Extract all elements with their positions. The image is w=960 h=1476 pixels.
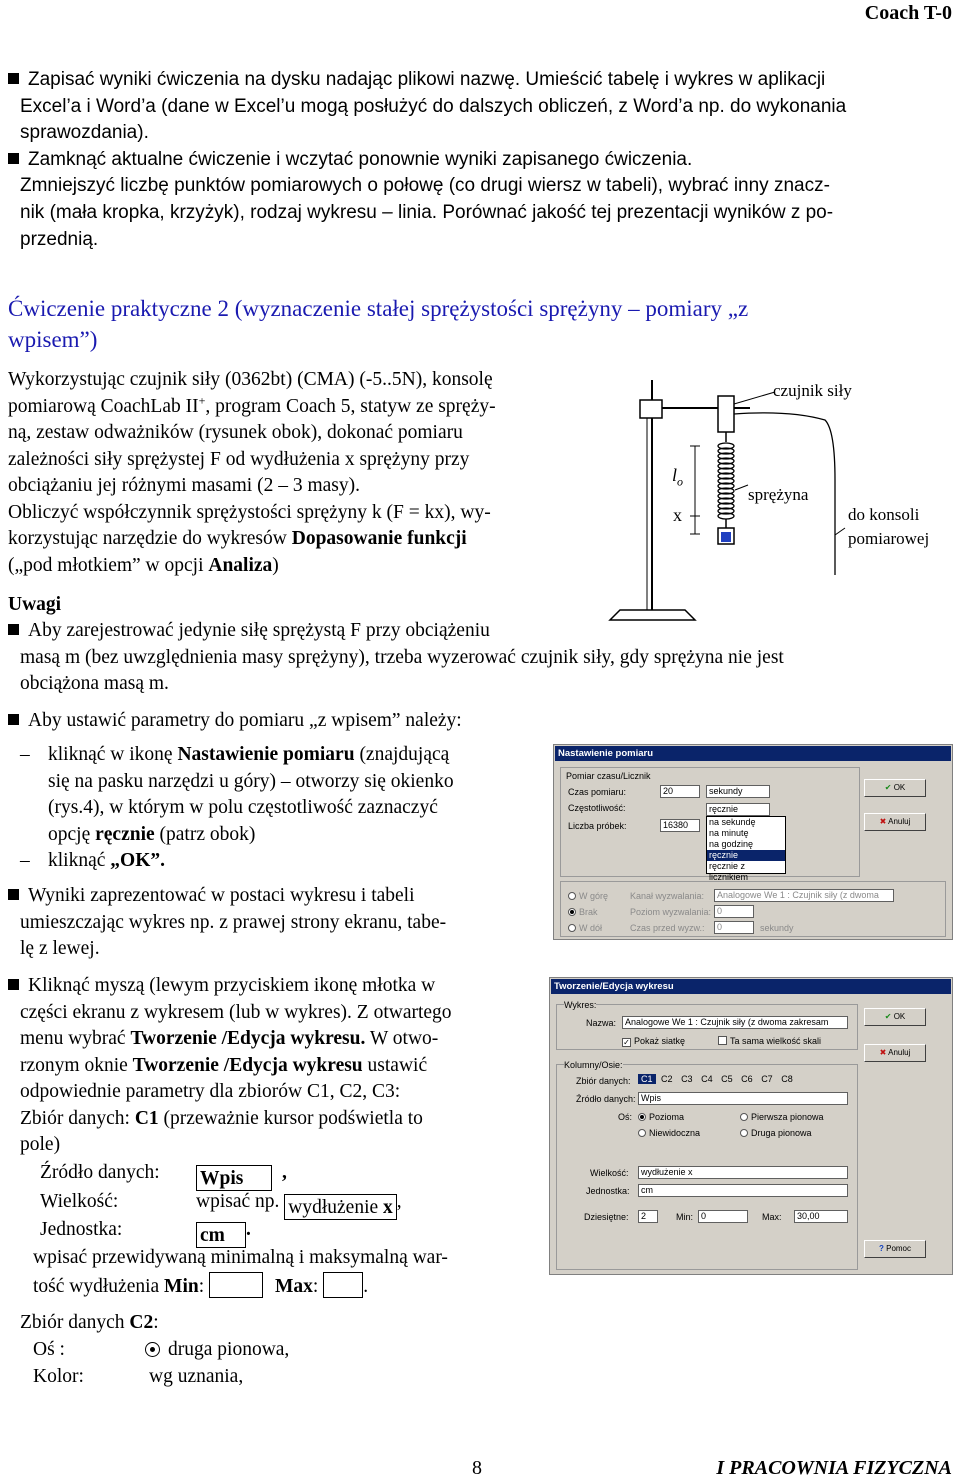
freq-label: Częstotliwość: <box>568 803 626 813</box>
radio-up[interactable]: W górę <box>568 891 608 902</box>
min-label: Min: <box>676 1212 694 1222</box>
decimals-input[interactable]: 2 <box>638 1210 658 1223</box>
time-input[interactable]: 20 <box>660 785 700 798</box>
samples-label: Liczba próbek: <box>568 821 627 831</box>
unit-label: Jednostka: <box>586 1186 630 1196</box>
radio-selected-icon <box>145 1342 160 1357</box>
unit-input[interactable]: cm <box>638 1184 848 1197</box>
row-unit: Jednostka: cm . <box>40 1219 251 1246</box>
freq-option[interactable]: na sekundę <box>709 817 756 827</box>
timing-group-label: Pomiar czasu/Licznik <box>566 771 651 781</box>
level-input[interactable]: 0 <box>714 905 754 918</box>
bullet-icon <box>8 714 19 725</box>
radio-none[interactable]: Brak <box>568 907 598 918</box>
intro-line: Obliczyć współczynnik sprężystości sprężyny k (F = kx), wy- <box>8 501 491 523</box>
max-input[interactable]: 30,00 <box>794 1210 848 1223</box>
intro-line: korzystując narzędzie do wykresów Dopasowanie funkcji <box>8 528 467 549</box>
quantity-label: Wielkość: <box>590 1168 629 1178</box>
freq-option[interactable]: ręcznie z licznikiem <box>709 861 749 882</box>
chart-name-input[interactable]: Analogowe We 1 : Czujnik siły (z dwoma zakresam <box>622 1016 848 1029</box>
stand-clamp <box>640 400 662 418</box>
label-force-sensor: czujnik siły <box>773 381 852 400</box>
source-label: Źródło danych: <box>576 1094 636 1104</box>
max-box <box>323 1272 363 1298</box>
top-bullets <box>8 67 956 253</box>
set-tab[interactable]: C6 <box>741 1074 753 1084</box>
page-header-title: Coach T-0 <box>864 2 952 24</box>
text: Zapisać wyniki ćwiczenia na dysku nadając plikowi nazwę. Umieścić tabelę i wykres w aplikacji <box>28 69 826 90</box>
intro-paragraph <box>8 367 593 579</box>
footer-title: I PRACOWNIA FIZYCZNA <box>716 1457 952 1476</box>
bullet-icon <box>8 73 19 84</box>
samples-input[interactable]: 16380 <box>660 819 700 832</box>
level-label: Poziom wyzwalania: <box>630 907 712 917</box>
freq-option[interactable]: na minutę <box>709 828 749 838</box>
section-heading-line2: wpisem”) <box>8 327 98 352</box>
section-heading <box>8 293 958 355</box>
freq-dropdown[interactable] <box>706 816 786 882</box>
section-heading-line1: Ćwiczenie praktyczne 2 (wyznaczenie stałej sprężystości sprężyny – pomiary „z <box>8 296 749 321</box>
bullet-icon <box>8 979 19 990</box>
intro-line: zależności siły sprężystej F od wydłużenia x sprężyny przy <box>8 448 470 470</box>
note-results: Wyniki zaprezentować w postaci wykresu i tabeli umieszczając wykres np. z prawej strony ekranu, tabe- lę z lewej. <box>8 883 532 963</box>
weight-fill <box>721 532 731 542</box>
set-tabs <box>638 1074 796 1085</box>
source-select[interactable]: Wpis <box>638 1092 848 1105</box>
set-tab[interactable]: C8 <box>781 1074 793 1084</box>
max-label: Max: <box>762 1212 782 1222</box>
set-tab[interactable]: C1 <box>638 1074 656 1084</box>
bullet-save-line3: sprawozdania). <box>20 122 149 144</box>
set-tab[interactable]: C7 <box>761 1074 773 1084</box>
time-unit-select[interactable]: sekundy <box>706 785 770 798</box>
row-c2-axis: Oś : druga pionowa, <box>33 1339 290 1360</box>
axis-second-vertical-radio[interactable]: Druga pionowa <box>740 1128 812 1139</box>
time-label: Czas pomiaru: <box>568 787 627 797</box>
spring <box>718 443 734 519</box>
bullet-save-line2: Excel’a i Word’a (dane w Excel’u mogą posłużyć do dalszych obliczeń, z Word’a np. do wykonania <box>20 95 847 117</box>
bullet-save <box>8 67 956 94</box>
axis-first-vertical-radio[interactable]: Pierwsza pionowa <box>740 1112 824 1123</box>
freq-select[interactable]: ręcznie <box>706 803 770 816</box>
row-range: wpisać przewidywaną minimalną i maksymalną war- tość wydłużenia Min: Max: . <box>33 1247 448 1297</box>
same-scale-checkbox[interactable]: Ta sama wielkość skali <box>718 1036 821 1047</box>
min-box <box>209 1272 263 1298</box>
min-input[interactable]: 0 <box>698 1210 748 1223</box>
unit-value-box: cm <box>196 1222 246 1248</box>
decimals-label: Dziesiętne: <box>584 1212 629 1222</box>
label-console: do konsoli pomiarowej <box>848 505 930 548</box>
close-icon: ✖ <box>879 1048 887 1057</box>
cancel-button[interactable]: ✖ Anuluj <box>864 1044 926 1062</box>
channel-select[interactable]: Analogowe We 1 : Czujnik siły (z dwoma <box>714 889 894 902</box>
show-grid-checkbox[interactable]: ✓ Pokaż siatkę <box>623 1036 686 1047</box>
freq-option-selected[interactable]: ręcznie <box>707 850 785 861</box>
chart-edit-dialog <box>549 977 953 1275</box>
bullet-reduce: Zmniejszyć liczbę punktów pomiarowych o połowę (co drugi wiersz w tabeli), wybrać inny znacz- <box>20 175 830 197</box>
bullet-icon <box>8 889 19 900</box>
columns-group-label: Kolumny/Osie: <box>564 1060 623 1070</box>
help-icon: ? <box>878 1244 884 1253</box>
check-icon: ✔ <box>884 783 892 792</box>
label-x: x <box>673 505 682 525</box>
set-tab[interactable]: C4 <box>701 1074 713 1084</box>
quantity-value-box: wydłużenie x <box>284 1194 397 1220</box>
axis-horizontal-radio[interactable]: Pozioma <box>638 1112 684 1123</box>
cancel-button[interactable]: ✖ Anuluj <box>864 813 926 831</box>
before-unit: sekundy <box>760 923 794 933</box>
set-tab[interactable]: C2 <box>661 1074 673 1084</box>
measurement-settings-dialog <box>553 744 953 940</box>
intro-line: („pod młotkiem” w opcji Analiza) <box>8 554 279 576</box>
bullet-reduce-line2: nik (mała kropka, krzyżyk), rodzaj wykresu – linia. Porównać jakość tej prezentacji wyników z po- <box>20 201 834 223</box>
dialog-titlebar: Nastawienie pomiaru <box>555 746 951 761</box>
before-label: Czas przed wyzw.: <box>630 923 705 933</box>
set-label: Zbiór danych: <box>576 1076 631 1086</box>
intro-line: pomiarową CoachLab II+, program Coach 5, statyw ze spręży- <box>8 393 496 417</box>
intro-line: Wykorzystując czujnik siły (0362bt) (CMA) (-5..5N), konsolę <box>8 369 493 390</box>
note-zero-sensor: Aby zarejestrować jedynie siłę sprężystą F przy obciążeniu masą m (bez uwzględnienia masy sprężyny), trzeba wyzerować czujnik siły, gdy sprężyna nie jest obciążona masą m. <box>8 618 958 698</box>
note-chart-edit: Kliknąć myszą (lewym przyciskiem ikonę młotka w części ekranu z wykresem (lub w wykres). Z otwartego menu wybrać Tworzenie /Edycja wykresu. W otwo- rzonym oknie Tworzenie /Edycja wykresu ustawić odpowiednie parametry dla zbiorów C1, C2, C3: Zbiór danych: C1 (przeważnie kursor podświetla to pole) <box>8 973 532 1159</box>
axis-label: Oś: <box>618 1112 633 1122</box>
quantity-input[interactable]: wydłużenie x <box>638 1166 848 1179</box>
axis-none-radio[interactable]: Niewidoczna <box>638 1128 700 1139</box>
row-c2: Zbiór danych C2: <box>20 1312 159 1333</box>
page-number: 8 <box>472 1457 482 1476</box>
close-icon: ✖ <box>879 817 887 826</box>
note-setup: Aby ustawić parametry do pomiaru „z wpisem” należy: <box>8 708 568 735</box>
bullet-icon <box>8 153 19 164</box>
intro-line: obciążaniu jej różnymi masami (2 – 3 masy). <box>8 475 360 496</box>
radio-down[interactable]: W dół <box>568 923 602 934</box>
ok-button[interactable]: ✔ OK <box>864 779 926 797</box>
label-l0: $l_o$ <box>672 465 684 489</box>
row-c2-color: Kolor: wg uznania, <box>33 1366 244 1387</box>
channel-label: Kanał wyzwalania: <box>630 891 705 901</box>
chart-group-label: Wykres: <box>564 1000 597 1010</box>
freq-option[interactable]: na godzinę <box>709 839 754 849</box>
set-tab[interactable]: C5 <box>721 1074 733 1084</box>
label-spring: sprężyna <box>748 485 809 504</box>
row-quantity: Wielkość: wpisać np. wydłużenie x , <box>40 1191 402 1218</box>
ok-button[interactable]: ✔ OK <box>864 1008 926 1026</box>
set-tab[interactable]: C3 <box>681 1074 693 1084</box>
dialog-titlebar: Tworzenie/Edycja wykresu <box>551 979 951 994</box>
text: Zamknąć aktualne ćwiczenie i wczytać ponownie wyniki zapisanego ćwiczenia. <box>28 148 693 170</box>
note-setup-steps: – kliknąć w ikonę Nastawienie pomiaru (znajdującą się na pasku narzędzi u góry) – otworzy się okienko (rys.4), w którym w polu częstotliwość zaznaczyć opcję ręcznie (patrz obok) – kliknąć „OK”. <box>20 744 454 871</box>
source-value-box: Wpis <box>196 1165 272 1191</box>
notes-title: Uwagi <box>8 594 62 615</box>
name-label: Nazwa: <box>586 1018 617 1028</box>
force-sensor <box>718 396 734 432</box>
before-input[interactable]: 0 <box>714 921 754 934</box>
check-icon: ✔ <box>884 1012 892 1021</box>
bullet-close <box>8 147 956 174</box>
intro-line: ną, zestaw odważników (rysunek obok), dokonać pomiaru <box>8 422 463 443</box>
row-source: Źródło danych: Wpis , <box>40 1162 287 1189</box>
help-button[interactable]: ? Pomoc <box>864 1240 926 1258</box>
bullet-icon <box>8 624 19 635</box>
bullet-reduce-line3: przednią. <box>20 228 99 250</box>
